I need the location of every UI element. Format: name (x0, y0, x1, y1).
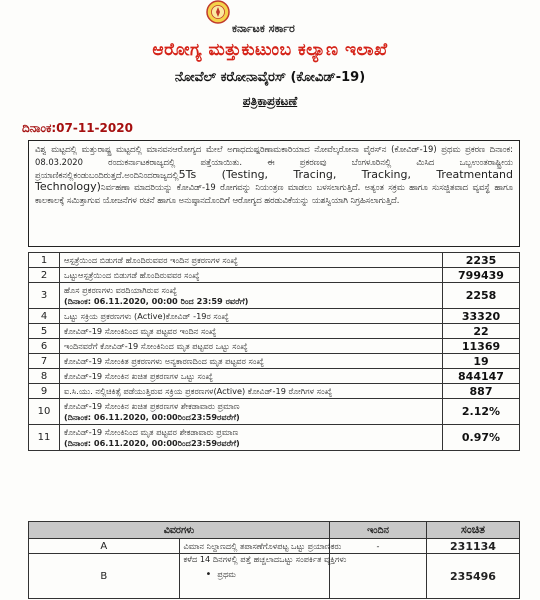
row-description-text: ಕೋವಿಡ್-19 ಸೋಂಕಿನಿಂದ ಮೃತ ಪಟ್ಟವರ ಇಂದಿನ ಸಂಖ್ಯೆ (64, 325, 217, 336)
row-description-text: ಇಂದಿನವರೆಗೆ ಕೋವಿಡ್-19 ಸೋಂಕಿನಿಂದ ಮೃತ ಪಟ್ಟವರ ಒಟ್ಟು ಸಂಖ್ಯೆ (64, 340, 248, 351)
row-description-text: ಕೋವಿಡ್-19 ಸೋಂಕಿನಿಂದ ಮೃತ ಪಟ್ಟವರ ಶೇಕಡಾವಾರು ಪ್ರಮಾಣ (64, 426, 239, 437)
row-description (60, 369, 443, 384)
row-date-range-note: (ದಿನಾಂಕ: 06.11.2020, 00:00 ರಿಂದ 23:59 ರವರೆಗೆ) (64, 295, 249, 306)
row-number: 6 (29, 339, 60, 354)
press-release-heading: ಪತ್ರಿಕಾಪ್ರಕಟಣೆ (242, 94, 298, 108)
row-description-text: ಆಸ್ಪತ್ರೆಯಿಂದ ಬಿಡುಗಡೆ ಹೊಂದಿರುವವರ ಇಂದಿನ ಪ್ರಕರಣಗಳ ಸಂಖ್ಯೆ (64, 254, 238, 265)
covid-stats-table (28, 252, 520, 451)
row-description (60, 339, 443, 354)
table-row (29, 253, 520, 268)
row-description (60, 268, 443, 283)
row-number: 4 (29, 309, 60, 324)
row-total-value: 235496 (427, 554, 520, 599)
row-description-text: ಕೋವಿಡ್-19 ಸೋಂಕಿತ ಪ್ರಕರಣಗಳು ಅನ್ಯಕಾರಣದಿಂದ ಮೃತ ಪಟ್ಟವರ ಸಂಖ್ಯೆ (64, 355, 264, 366)
row-value: 11369 (443, 339, 520, 354)
intro-text-part1: ವಿಶ್ವ ಮಟ್ಟದಲ್ಲಿ ಮತ್ತುರಾಷ್ಟ್ರ ಮಟ್ಟದಲ್ಲಿ ಮಾನವನಆರೋಗ್ಯದ ಮೇಲೆ ಅಗಾಧದುಷ್ಪರಿಣಾಮಕಾರಿಯಾದ ನೋವೆಲ್ಕರೋನಾ ವೈರಸ್‌ನ (ಕೋವಿಡ್-19) ಪ್ರಥಮ ಪ್ರಕರಣ ದಿನಾಂಕ: 08.03.2020 ರಂದುಕರ್ನಾಟಕರಾಜ್ಯದಲ್ಲಿ ಪತ್ತೆಯಾಯಿತು. ಈ ಪ್ರಕರಣವು ಬೆಂಗಳೂರಿನಲ್ಲಿ ಮಿಸಿದ ಒಬ್ಬಉಂತರಾಷ್ಟ್ರೀಯ ಪ್ರಯಾಣಿಕನಲ್ಲಿಕಂಡುಬಂದಿರುತ್ತದೆ.ಅಂದಿನಿಂದರಾಜ್ಯದಲ್ಲಿ (35, 144, 513, 180)
intro-5ts-text: 5Ts (Testing, Tracing, Tracking, Treatmentand Technology) (35, 167, 513, 194)
row-description-text: ಒಟ್ಟುಆಸ್ಪತ್ರೆಯಿಂದ ಬಿಡುಗಡೆ ಹೊಂದಿರುವವರ ಸಂಖ್ಯೆ (64, 269, 200, 280)
department-title: ಆರೋಗ್ಯ ಮತ್ತುಕುಟುಂಬ ಕಲ್ಯಾಣ ಇಲಾಖೆ (152, 40, 388, 60)
subject-title: ನೋವೆಲ್ ಕರೋನಾವೈರಸ್ (ಕೋವಿಡ್-19) (174, 70, 366, 85)
row-description-text: ಕೋವಿಡ್-19 ಸೋಂಕಿನ ಖಚಿತ ಪ್ರಕರಣಗಳ ಶೇಕಡಾವಾರು ಪ್ರಮಾಣ (64, 400, 240, 411)
row-value: 22 (443, 324, 520, 339)
government-name: ಕರ್ನಾಟಕ ಸರ್ಕಾರ (232, 22, 295, 35)
karnataka-emblem-icon (206, 0, 230, 24)
row-value: 33320 (443, 309, 520, 324)
row-description: ವಿಮಾನ ನಿಲ್ದಾಣದಲ್ಲಿ ತಪಾಸಣೆಗೊಳಪಟ್ಟ ಒಟ್ಟು ಪ್ರಯಾಣಿಕರು (179, 539, 330, 554)
table-row (29, 354, 520, 369)
surveillance-table (28, 521, 520, 599)
row-today-value: - (330, 539, 427, 554)
table-row (29, 339, 520, 354)
intro-text-part2: ನಿರ್ವಹಣಾ ಮಾದರಿಯನ್ನು ಕೋವಿಡ್-19 ರೋಗವನ್ನು ನಿಯಂತ್ರಣ ಮಾಡಲು ಬಳಸಲಾಗುತ್ತಿದೆ. ಅತ್ಯಂತ ಸಕ್ರಮ ಹಾಗೂ ಸುಸಜ್ಜಿತವಾದ ವ್ಯವಸ್ಥೆ ಹಾಗೂ ಕಾಲಕಾಲಕ್ಕೆ ಸಮಿತ್ತಾಗುವ ಯೋಜನೆಗಳ ರಚನೆ ಹಾಗೂ ಅನುಷ್ಠಾನದೊಂದಿಗೆ ಆರೋಗ್ಯದ ಹರಡುವಿಕೆಯನ್ನು ಯಶಸ್ವಿಯಾಗಿ ನಿಗ್ರಹಿಸಲಾಗುತ್ತಿದೆ. (35, 182, 513, 206)
table-row (29, 324, 520, 339)
row-description-text: ಒಟ್ಟು ಸಕ್ರಿಯ ಪ್ರಕರಣಗಳು (Active)ಕೋವಿಡ್ -19ರ ಸಂಖ್ಯೆ (64, 310, 229, 321)
table-row (29, 425, 520, 451)
row-number: 8 (29, 369, 60, 384)
row-number: 7 (29, 354, 60, 369)
row-description (179, 554, 347, 599)
row-number: 10 (29, 399, 60, 425)
row-description (60, 309, 443, 324)
table-row (29, 309, 520, 324)
row-date-range-note: (ದಿನಾಂಕ: 06.11.2020, 00:00ರಿಂದ23:59ರವರೆಗೆ) (64, 411, 240, 422)
row-description (60, 425, 443, 451)
row-number: A (29, 539, 180, 554)
row-number: 1 (29, 253, 60, 268)
row-number: 9 (29, 384, 60, 399)
row-date-range-note: (ದಿನಾಂಕ: 06.11.2020, 00:00ರಿಂದ23:59ರವರೆಗೆ) (64, 437, 240, 448)
row-description-text: ಕಳೆದ 14 ದಿನಗಳಲ್ಲಿ ಪತ್ತೆ ಹಚ್ಚಲಾದಒಟ್ಟು ಸಂಪರ್ಕಿತ ವ್ಯಕ್ತಿಗಳು (183, 554, 347, 564)
table-row (29, 539, 520, 554)
table-header-row (29, 522, 520, 539)
table-row (29, 369, 520, 384)
row-value: 2258 (443, 283, 520, 309)
row-number: 3 (29, 283, 60, 309)
row-description (60, 399, 443, 425)
row-description-text: ಹೊಸ ಪ್ರಕರಣಗಳು ವರದಿಯಾಗಿರುವ ಸಂಖ್ಯೆ (64, 284, 177, 295)
table-row (29, 384, 520, 399)
intro-paragraph (28, 140, 520, 247)
row-value: 19 (443, 354, 520, 369)
row-description (60, 253, 443, 268)
header-today: ಇಂದಿನ (330, 522, 427, 539)
row-value: 799439 (443, 268, 520, 283)
row-number: B (29, 554, 180, 599)
row-value: 0.97% (443, 425, 520, 451)
release-date: ದಿನಾಂಕ:07-11-2020 (22, 121, 133, 135)
table-row (29, 399, 520, 425)
row-value: 844147 (443, 369, 520, 384)
table-row (29, 283, 520, 309)
row-description (60, 324, 443, 339)
header-details: ವಿವರಗಳು (29, 522, 330, 539)
row-value: 2.12% (443, 399, 520, 425)
row-value: 2235 (443, 253, 520, 268)
row-description-text: ಕೋವಿಡ್-19 ಸೋಂಕಿನ ಖಚಿತ ಪ್ರಕರಣಗಳ ಒಟ್ಟು ಸಂಖ್ಯೆ (64, 370, 213, 381)
table-row (29, 268, 520, 283)
row-total-value: 231134 (427, 539, 520, 554)
header-total: ಸಂಚಿತ (427, 522, 520, 539)
row-description (60, 384, 443, 399)
row-value: 887 (443, 384, 520, 399)
row-description (60, 354, 443, 369)
table-row (29, 554, 520, 599)
row-description-text: ಐ.ಸಿ.ಯು. ನಲ್ಲಿಚಿಕಿತ್ಸೆ ಪಡೆಯುತ್ತಿರುವ ಸಕ್ರಿಯ ಪ್ರಕರಣಗಳ(Active) ಕೋವಿಡ್-19 ರೋಗಿಗಳ ಸಂಖ್ಯೆ (64, 385, 333, 396)
row-description (60, 283, 443, 309)
row-number: 5 (29, 324, 60, 339)
row-number: 2 (29, 268, 60, 283)
row-number: 11 (29, 425, 60, 451)
bullet-item: • ಪ್ರಥಮ (184, 569, 326, 580)
